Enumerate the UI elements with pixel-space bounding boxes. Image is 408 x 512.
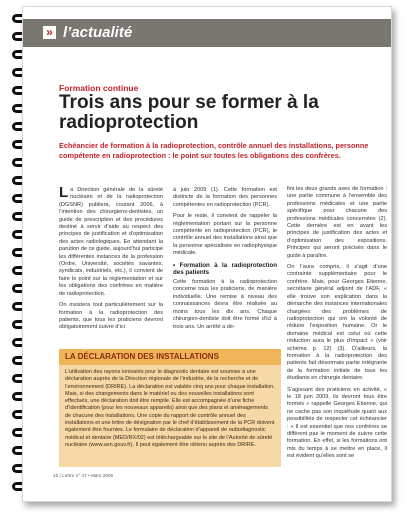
arrow-badge-icon: » (43, 26, 56, 39)
paragraph: fini les deux grands axes de formation : une partie commune à l’ensemble des professions médicales et une partie spécifique pour chacune des professions médicales concernées (2). Cette dernière est en avant les principes de justification des actes et d’optimisation des expositions. Principes qui seront précisés dans le guide à paraître. (287, 186, 387, 259)
paragraph: On l’aura compris, il s’agit d’une contrainte supplémentaire pour le confrère. Mais, pour Georges Etienne, secrétaire général adjoint de l’ADF, « elle trouve son explication dans la démarche des instances internationales chargées des problèmes de radioprotection qui ont la volonté de réduire l’exposition humaine. Or le domaine médical est celui où cette réduction aura le plus d’impact » (voir schéma p. 12) (3). D’ailleurs, la formation à la radioprotection des patients fait désormais partie intégrante de la formation initiale de tous les étudiants en chirurgie dentaire. (287, 264, 387, 382)
section-header (23, 19, 391, 47)
article-headline: Trois ans pour se former à la radioprotection (59, 92, 319, 133)
article-lead: Echéancier de formation à la radioprotection, contrôle annuel des installations, personne compétente en radioprotection : le point sur toutes les obligations des confrères. (59, 141, 369, 160)
subheading: • Formation à la radioprotection des patients (173, 261, 277, 276)
info-box (59, 349, 281, 467)
paragraph: Cette formation à la radioprotection concerne tous les praticiens, de manière individuelle. Une remise à niveau des connaissances devra être réalisée au moins tous les dix ans. Chaque chirurgien-dentiste doit être formé d’ici à trois ans. Un arrêté a dé- (173, 279, 277, 330)
paragraph: Pour le reste, il convient de rappeler la réglementation portant sur la personne compétente en radioprotection (PCR), le contrôle annuel des installations ainsi que la personne spécialisée en radiophysique médicale. (173, 213, 277, 257)
text-column-2 (173, 187, 277, 335)
section-label: Formation continue (59, 83, 139, 93)
paragraph: a Direction générale de la sûreté nucléaire et de la radioprotection (DGSNR) publiera, courant 2006, à l’intention des chirurgiens-dentistes, un guide de prescription et des procédures destiné à servir d’aide au respect des principes de justification et d’optimisation des actes radiologiques. En attendant la parution de ce guide, aujourd’hui participé les différentes instances de la profession (Ordre, Université, sociétés savantes, syndicats, industriels, etc.), il convient de faire le point sur la réglementation et sur les obligations des confrères en matière de radioprotection. (59, 187, 163, 297)
info-box-title: LA DÉCLARATION DES INSTALLATIONS (59, 349, 281, 365)
info-box-text: L’utilisation des rayons ionisants pour le diagnostic dentaire est soumise à une déclaration auprès de la Direction régionale de l’industrie, de la recherche et de l’environnement (DRIRE). La déclaration est valable cinq ans pour chaque installation. Mais, si des changements dans le matériel ou des nouvelles installations sont effectués, une déclaration doit être remplie. Elle est accompagnée d’une fiche d’identification (pour les nouveaux appareils) ainsi que des plans et aménagements de chacune des installations. Une copie du rapport de contrôle annuel des installations et une lettre de désignation par le chef d’établissement de la PCR doivent également être fournies. Le formulaire de déclaration d’appareil de radiodiagnostic médical et dentaire (MED/RX/02) est téléchargeable sur le site de l’Autorité de sûreté nucléaire (www.asn.gouv.fr). Il peut également être obtenu auprès des DRIRE. (65, 369, 275, 448)
paragraph: S’agissant des praticiens en activité, « le 18 juin 2009, ils devront tous être formés » rappelle Georges Etienne, qui ne cache pas son inquiétude quant aux possibilités de respecter cet échéancier : « Il est essentiel que nos confrères se diffèrent pas le moment de suivre cette formation. En effet, si les formations ont mis du temps à se mettre en place, il est évident qu’elles sont se (287, 386, 387, 460)
text-column-1 (59, 184, 163, 336)
drop-cap: L (59, 184, 69, 201)
text-column-3 (287, 186, 387, 465)
paragraph: à juin 2009 (1). Cette formation est distincte de la formation des personnes compétentes en radioprotection (PCR). (173, 187, 277, 208)
header-title: l’actualité (63, 24, 133, 41)
page-footer: 10 | Lettre n° 47 • Mars 2006 (53, 473, 114, 478)
paragraph: On insistera tout particulièrement sur la formation à la radioprotection des patients, que tous les praticiens devront obligatoirement suivre d’ici (59, 302, 163, 331)
document-page (22, 6, 392, 502)
